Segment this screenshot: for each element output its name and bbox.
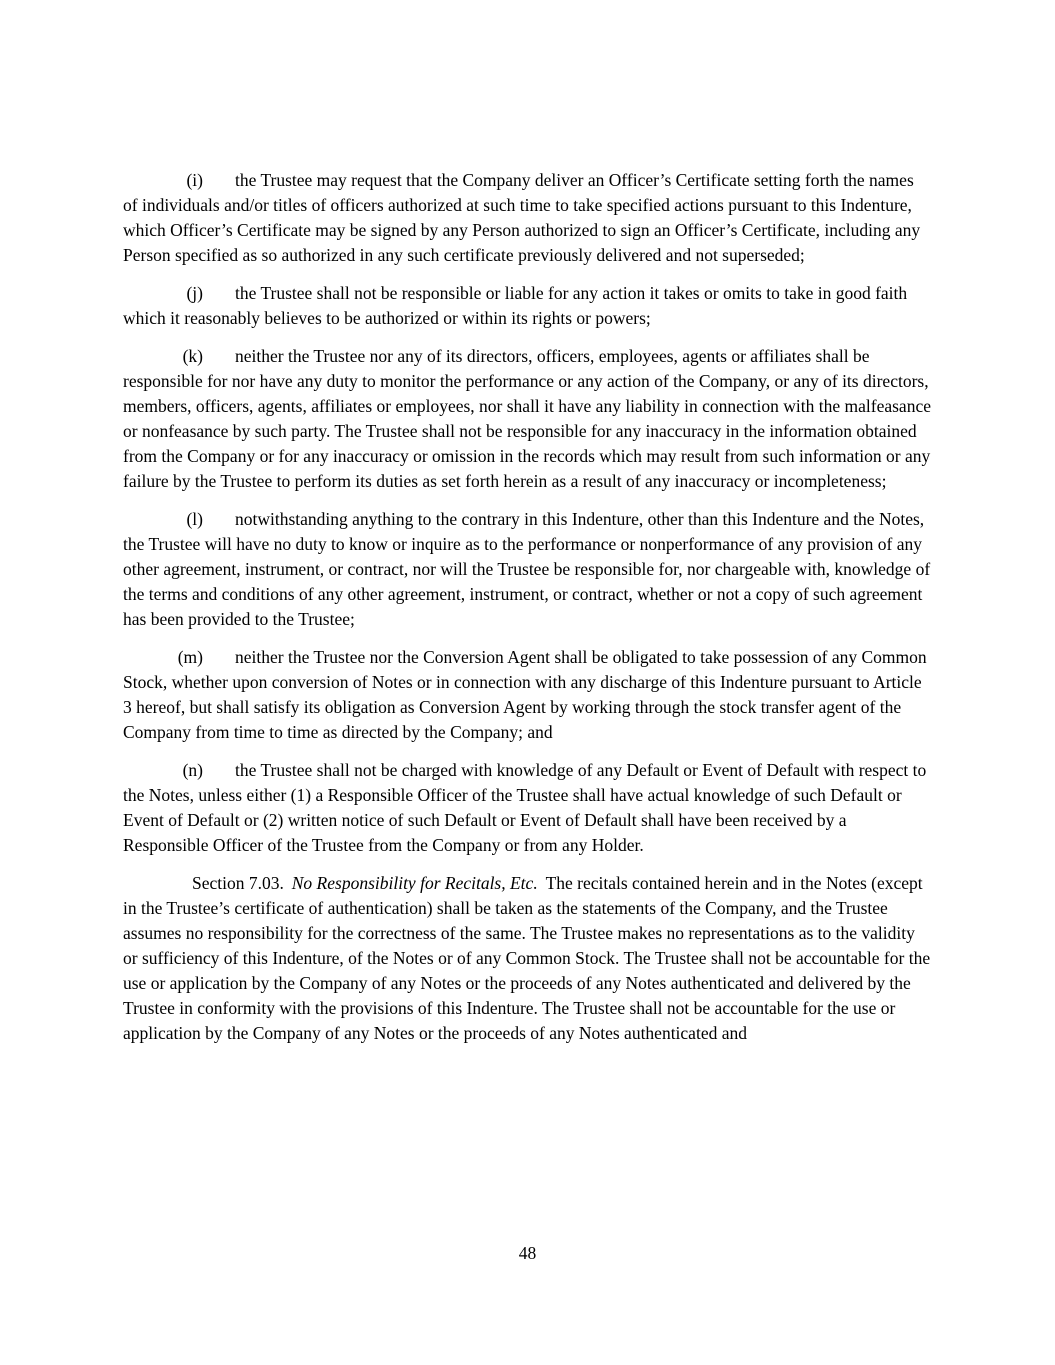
paragraph-i xyxy=(123,168,931,268)
paragraph-l-label: (l) xyxy=(186,509,203,529)
paragraph-j-text: the Trustee shall not be responsible or liable for any action it takes or omits to take in good faith which it reasonably believes to be authorized or within its rights or powers; xyxy=(123,283,908,328)
paragraph-i-text: the Trustee may request that the Company deliver an Officer’s Certificate setting forth the names of individuals and/or titles of officers authorized at such time to take specified actions pursuant to this Indenture, which Officer’s Certificate may be signed by any Person authorized to sign an Officer’s Certificate, including any Person specified as so authorized in any such certificate previously delivered and not superseded; xyxy=(123,170,921,265)
paragraph-k xyxy=(123,344,931,494)
paragraph-i-label: (i) xyxy=(186,170,203,190)
paragraph-n xyxy=(123,758,931,858)
paragraph-j xyxy=(123,281,931,331)
paragraph-section-7-03 xyxy=(123,871,931,1046)
section-title-italic: No Responsibility for Recitals, Etc. xyxy=(291,873,538,893)
paragraph-j-label: (j) xyxy=(186,283,203,303)
section-number: Section 7.03. xyxy=(192,873,284,893)
paragraph-m-text: neither the Trustee nor the Conversion Agent shall be obligated to take possession of any Common Stock, whether upon conversion of Notes or in connection with any discharge of this Indenture pursuant to Article 3 hereof, but shall satisfy its obligation as Conversion Agent by working through the stock transfer agent of the Company from time to time as directed by the Company; and xyxy=(123,647,927,742)
paragraph-n-label: (n) xyxy=(182,760,203,780)
paragraph-n-text: the Trustee shall not be charged with knowledge of any Default or Event of Default with respect to the Notes, unless either (1) a Responsible Officer of the Trustee shall have actual knowledge of such Default or Event of Default or (2) written notice of such Default or Event of Default shall have been received by a Responsible Officer of the Trustee from the Company or from any Holder. xyxy=(123,760,927,855)
paragraph-l-text: notwithstanding anything to the contrary in this Indenture, other than this Indenture and the Notes, the Trustee will have no duty to know or inquire as to the performance or nonperformance of any provision of any other agreement, instrument, or contract, nor will the Trustee be responsible for, nor chargeable with, knowledge of the terms and conditions of any other agreement, instrument, or contract, whether or not a copy of such agreement has been provided to the Trustee; xyxy=(123,509,931,629)
paragraph-m-label: (m) xyxy=(177,647,203,667)
section-body-text: The recitals contained herein and in the Notes (except in the Trustee’s certificate of authentication) shall be taken as the statements of the Company, and the Trustee assumes no responsibility for the correctness of the same. The Trustee makes no representations as to the validity or sufficiency of this Indenture, of the Notes or of any Common Stock. The Trustee shall not be accountable for the use or application by the Company of any Notes or the proceeds of any Notes authenticated and delivered by the Trustee in conformity with the provisions of this Indenture. The Trustee shall not be accountable for the use or application by the Company of any Notes or the proceeds of any Notes authenticated and xyxy=(123,873,931,1043)
paragraph-k-text: neither the Trustee nor any of its directors, officers, employees, agents or affiliates shall be responsible for nor have any duty to monitor the performance or any action of the Company, or any of its directors, members, officers, agents, affiliates or employees, nor shall it have any liability in connection with the malfeasance or nonfeasance by such party. The Trustee shall not be responsible for any inaccuracy in the information obtained from the Company or for any inaccuracy or omission in the records which may result from such information or any failure by the Trustee to perform its duties as set forth herein as a result of any inaccuracy or incompleteness; xyxy=(123,346,931,491)
paragraph-k-label: (k) xyxy=(182,346,203,366)
page-number: 48 xyxy=(518,1243,537,1263)
paragraph-l xyxy=(123,507,931,632)
paragraph-m xyxy=(123,645,931,745)
